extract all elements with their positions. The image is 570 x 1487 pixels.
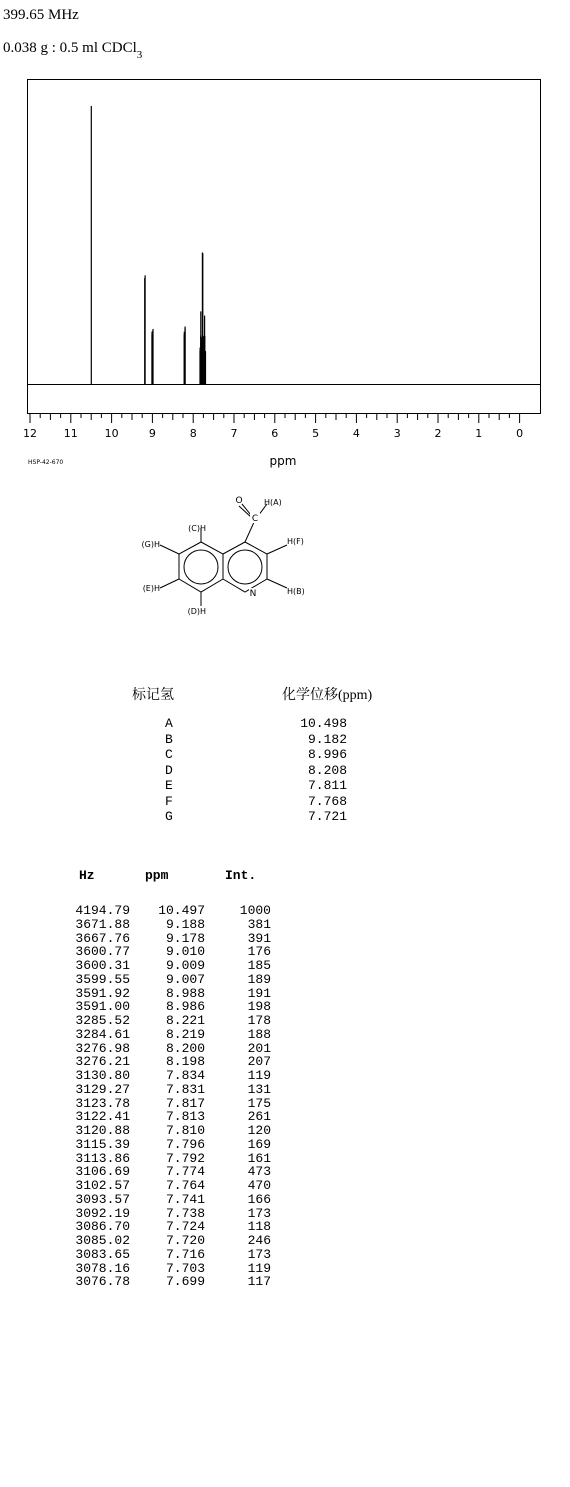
peak-hz: 3671.88 [75,916,130,932]
x-tick-label: 5 [312,427,320,440]
label-h-e: (E)H [142,584,160,593]
peak-ppm: 7.741 [165,1191,205,1207]
sample-description [3,40,143,61]
peak-row [0,986,300,1000]
peak-row [0,1096,300,1110]
peak-hz: 3123.78 [75,1095,130,1111]
peak-hz: 3276.21 [75,1054,130,1070]
peak-intensity: 185 [247,958,271,973]
sample-text: 0.038 g : 0.5 ml CDCl [3,40,137,56]
peak-ppm: 7.716 [165,1246,205,1262]
spectrometer-frequency: 399.65 MHz [3,7,79,23]
peak-intensity: 201 [247,1040,271,1056]
assignment-shift: 7.768 [307,793,347,809]
peak-ppm: 8.200 [165,1040,205,1056]
peak-ppm: 7.774 [165,1164,205,1180]
peak-ppm: 8.198 [165,1054,205,1070]
peak-hz: 3130.80 [75,1068,130,1083]
peak-marks [91,106,205,384]
peak-ppm: 8.219 [165,1026,205,1042]
peak-hz: 3284.61 [75,1026,130,1042]
peak-ppm: 7.764 [165,1178,205,1193]
assignment-label: E [165,778,173,793]
peak-intensity: 1000 [239,903,271,918]
peak-hz: 3085.02 [75,1233,130,1248]
peak-intensity: 191 [247,985,271,1001]
assignment-row [120,794,420,810]
peak-header-ppm: ppm [145,868,169,883]
x-tick-label: 10 [104,427,119,440]
assignment-shift: 7.721 [307,809,347,824]
peak-intensity: 473 [247,1164,271,1180]
peak-hz: 3667.76 [75,930,130,946]
peak-intensity: 161 [247,1150,271,1166]
peak-row [0,1247,300,1261]
x-tick-label: 0 [516,427,524,440]
assignment-header-label: 标记氢 [132,688,174,703]
assignment-shift: 9.182 [307,731,347,747]
peak-hz: 3591.00 [75,999,130,1015]
peak-hz: 3599.55 [75,971,130,987]
peak-hz: 3086.70 [75,1219,130,1235]
peak-intensity: 131 [247,1081,271,1097]
peak-intensity: 176 [247,944,271,960]
peak-ppm: 7.720 [165,1233,205,1248]
peak-row [0,1219,300,1233]
assignment-shift: 8.208 [307,762,347,778]
peak-intensity: 470 [247,1178,271,1193]
assignment-row [120,809,420,825]
peak-intensity: 189 [247,971,271,987]
peak-row [0,931,300,945]
peak-row [0,1164,300,1178]
x-tick-label: 2 [434,427,442,440]
peak-row [0,972,300,986]
peak-row [0,958,300,972]
peak-intensity: 391 [247,930,271,946]
peak-header-hz: Hz [79,868,95,883]
x-tick-label: 11 [63,427,78,440]
peak-intensity: 207 [247,1054,271,1070]
peak-ppm: 10.497 [158,903,205,918]
assignment-label: F [165,793,173,809]
nmr-spectrum-chart [0,78,570,473]
peak-hz: 3083.65 [75,1246,130,1262]
peak-ppm: 7.834 [165,1068,205,1083]
plot-frame [28,80,541,414]
assignment-header-shift: 化学位移(ppm) [282,688,373,703]
atom-nitrogen: N [249,589,257,599]
peak-ppm: 8.986 [165,999,205,1015]
peak-row [0,1178,300,1192]
peak-ppm: 7.831 [165,1081,205,1097]
peak-hz: 3078.16 [75,1260,130,1276]
molecule-structure [115,490,375,670]
peak-intensity: 119 [247,1260,271,1276]
peak-hz: 3591.92 [75,985,130,1001]
peak-intensity: 178 [247,1013,271,1028]
peak-ppm: 9.188 [165,916,205,932]
atom-oxygen: O [235,496,243,506]
peak-ppm: 9.009 [165,958,205,973]
label-h-a: H(A) [264,498,282,507]
peak-intensity: 246 [247,1233,271,1248]
peak-intensity: 381 [247,916,271,932]
peak-ppm: 7.813 [165,1109,205,1125]
peak-intensity: 173 [247,1205,271,1221]
assignment-label: D [165,762,173,778]
peak-intensity: 117 [247,1274,271,1290]
sample-subscript: 3 [136,49,143,61]
peak-hz: 3092.19 [75,1205,130,1221]
structure-bonds [160,504,287,606]
label-h-c: (C)H [188,524,206,533]
peak-ppm: 9.010 [165,944,205,960]
peak-intensity: 173 [247,1246,271,1262]
assignment-row [120,763,420,779]
peak-row [0,1068,300,1082]
peak-ppm: 7.738 [165,1205,205,1221]
peak-row [0,1013,300,1027]
peak-row [0,1054,300,1068]
peak-row [0,1206,300,1220]
peak-ppm: 9.007 [165,971,205,987]
peak-row [0,1233,300,1247]
label-h-b: H(B) [287,587,305,596]
peak-hz: 3076.78 [75,1274,130,1290]
peak-hz: 3093.57 [75,1191,130,1207]
peak-ppm: 7.817 [165,1095,205,1111]
peak-hz: 3122.41 [75,1109,130,1125]
peak-hz: 3285.52 [75,1013,130,1028]
x-tick-label: 7 [230,427,238,440]
label-h-f: H(F) [287,537,304,546]
peak-ppm: 7.796 [165,1136,205,1152]
peak-intensity: 198 [247,999,271,1015]
peak-row [0,1137,300,1151]
assignment-label: A [165,716,173,731]
assignment-shift: 7.811 [307,778,347,793]
peak-row [0,1082,300,1096]
atom-carbon: C [251,514,259,524]
peak-hz: 3600.31 [75,958,130,973]
x-tick-label: 9 [148,427,156,440]
peak-row [0,1192,300,1206]
label-h-g: (G)H [141,540,160,549]
peak-row [0,1261,300,1275]
peak-hz: 3113.86 [75,1150,130,1166]
peak-hz: 3115.39 [75,1136,130,1152]
peak-intensity: 175 [247,1095,271,1111]
peak-ppm: 7.699 [165,1274,205,1290]
peak-row [0,1274,300,1288]
peak-intensity: 188 [247,1026,271,1042]
peak-intensity: 120 [247,1123,271,1138]
peak-row [0,903,300,917]
x-tick-label: 12 [23,427,37,440]
peak-row [0,917,300,931]
peak-hz: 3120.88 [75,1123,130,1138]
peak-ppm: 7.792 [165,1150,205,1166]
peak-intensity: 119 [247,1068,271,1083]
x-tick-label: 1 [475,427,483,440]
peak-intensity: 166 [247,1191,271,1207]
peak-intensity: 261 [247,1109,271,1125]
x-axis-label: ppm [269,454,297,468]
peak-hz: 3276.98 [75,1040,130,1056]
peak-ppm: 7.724 [165,1219,205,1235]
assignment-row [120,747,420,763]
assignment-label: C [165,747,173,762]
x-tick-label: 6 [271,427,279,440]
label-h-d: (D)H [187,607,206,616]
peak-hz: 3106.69 [75,1164,130,1180]
peak-row [0,1041,300,1055]
peak-row [0,1123,300,1137]
peak-intensity: 169 [247,1136,271,1152]
assignment-row [120,732,420,748]
peak-ppm: 8.221 [165,1013,205,1028]
peak-header-int: Int. [225,868,257,883]
spectrum-code: HSP-42-670 [28,459,64,466]
x-tick-label: 3 [393,427,401,440]
assignment-shift: 10.498 [300,716,347,731]
peak-row [0,1109,300,1123]
peak-ppm: 7.703 [165,1260,205,1276]
peak-row [0,1151,300,1165]
assignment-row [120,778,420,794]
peak-hz: 3600.77 [75,944,130,960]
peak-hz: 3129.27 [75,1081,130,1097]
assignment-label: G [165,809,173,824]
peak-hz: 3102.57 [75,1178,130,1193]
peak-ppm: 8.988 [165,985,205,1001]
peak-row [0,944,300,958]
x-tick-label: 8 [189,427,197,440]
x-axis-ticks [23,414,523,440]
peak-intensity: 118 [247,1219,271,1235]
peak-hz: 4194.79 [75,903,130,918]
x-tick-label: 4 [352,427,360,440]
peak-ppm: 9.178 [165,930,205,946]
assignment-label: B [165,731,173,747]
assignment-shift: 8.996 [307,747,347,762]
peak-row [0,999,300,1013]
assignment-row [120,716,420,732]
peak-ppm: 7.810 [165,1123,205,1138]
peak-row [0,1027,300,1041]
